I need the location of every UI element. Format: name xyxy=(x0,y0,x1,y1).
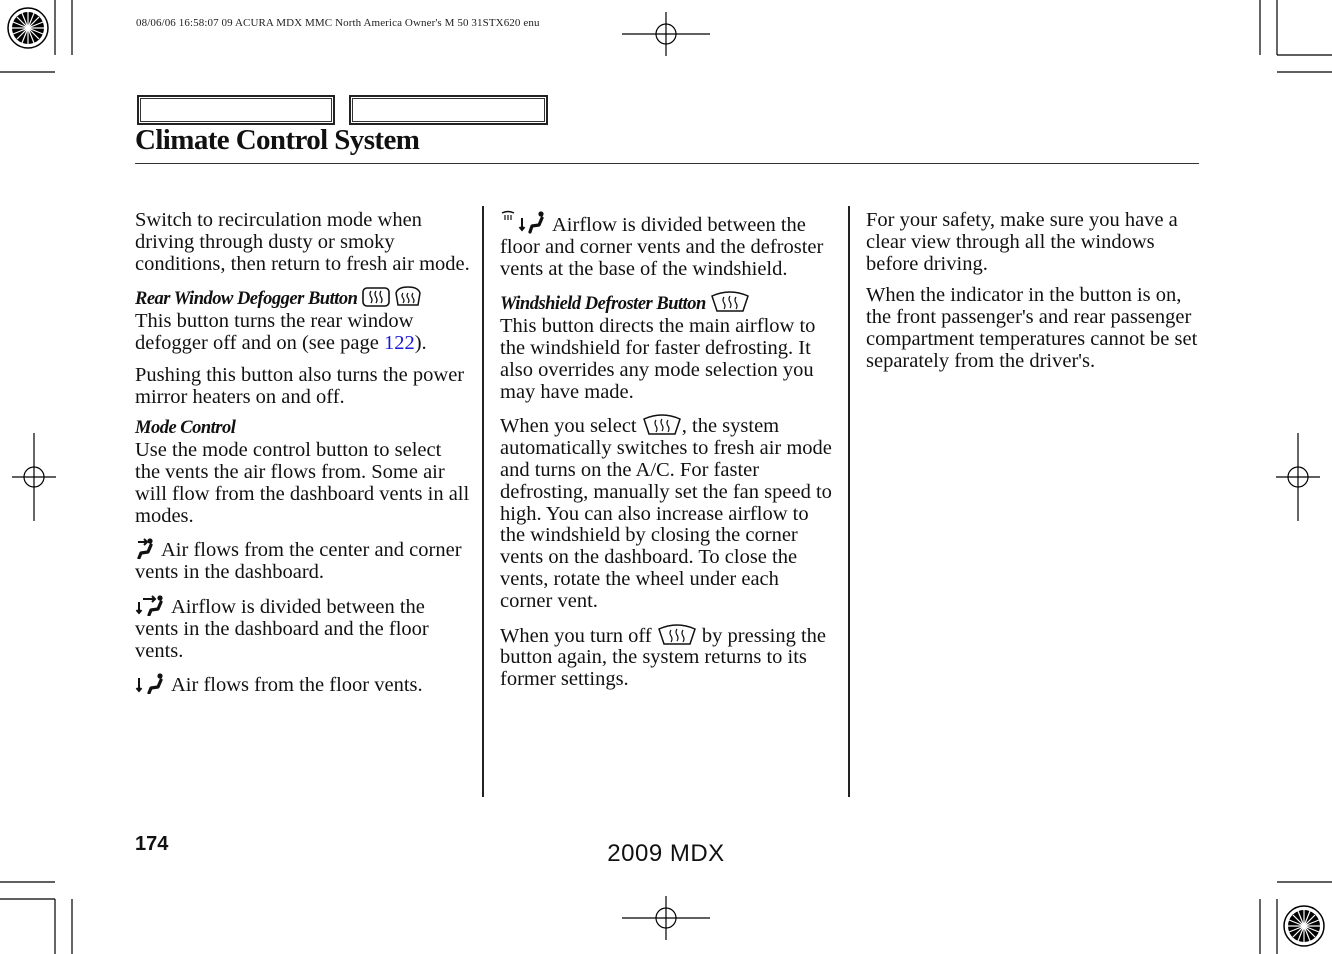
print-header: 08/06/06 16:58:07 09 ACURA MDX MMC North America Owner's M 50 31STX620 enu xyxy=(136,17,540,29)
section-tab-box-1 xyxy=(137,95,335,125)
heading-mode-control: Mode Control xyxy=(135,418,236,439)
paragraph-defroster-select: When you select , the system automatically switches to fresh air mode and turns on the A/C. For faster defrosting, manually set the fan speed to high. You can also increase airflow to the windshield by closing the corner vents on the dashboard. To close the vents, rotate the wheel under each corner vent. xyxy=(500,415,832,612)
paragraph-defroster-off: When you turn off by pressing the button again, the system returns to its former settings. xyxy=(500,624,827,691)
footer-model: 2009 MDX xyxy=(607,840,725,867)
heading-windshield-defroster: Windshield Defroster Button xyxy=(500,290,835,316)
paragraph-mode-control: Use the mode control button to select the vents the air flows from. Some air will flow from the dashboard vents in all modes. xyxy=(135,439,470,527)
floor-vent-mode-icon xyxy=(135,672,167,694)
crop-marks-bottom-left xyxy=(0,882,72,954)
page-link-122[interactable]: 122 xyxy=(383,331,415,354)
dash-vent-mode-icon xyxy=(135,537,157,559)
mirror-heater-icon xyxy=(394,285,422,307)
column-3 xyxy=(866,210,1201,383)
crosshair-right xyxy=(1276,433,1320,521)
paragraph-dash-vent-mode: Air flows from the center and corner vents in the dashboard. xyxy=(135,539,462,584)
windshield-defroster-icon xyxy=(642,413,682,435)
sunburst-mark-top-left xyxy=(8,8,48,48)
paragraph-indicator: When the indicator in the button is on, the front passenger's and rear passenger compartment temperatures cannot be set separately from the driver's. xyxy=(866,284,1198,372)
windshield-defroster-icon xyxy=(657,623,697,645)
column-divider-2 xyxy=(848,206,850,797)
crosshair-bottom xyxy=(622,896,710,940)
title-rule xyxy=(135,163,1199,164)
paragraph-floor-defrost-mode: Airflow is divided between the floor and corner vents and the defroster vents at the base of the windshield. xyxy=(500,210,835,280)
column-2 xyxy=(500,210,835,701)
page-title: Climate Control System xyxy=(135,124,420,156)
page-number: 174 xyxy=(135,833,169,855)
floor-defrost-mode-icon xyxy=(500,210,548,234)
paragraph-recirculation: Switch to recirculation mode when driving through dusty or smoky conditions, then return to fresh air mode. xyxy=(135,209,470,275)
windshield-defroster-icon xyxy=(710,290,750,312)
column-divider-1 xyxy=(482,206,484,797)
paragraph-safety: For your safety, make sure you have a clear view through all the windows before driving. xyxy=(866,209,1178,275)
crosshair-top xyxy=(622,12,710,56)
sunburst-mark-bottom-right xyxy=(1284,906,1324,946)
paragraph-mirror-heaters: Pushing this button also turns the power mirror heaters on and off. xyxy=(135,363,465,408)
crosshair-left xyxy=(12,433,56,521)
paragraph-rear-defogger: This button turns the rear window defogger off and on (see page 122). xyxy=(135,310,427,354)
bilevel-vent-mode-icon xyxy=(135,594,167,616)
rear-defogger-icon xyxy=(362,287,390,307)
heading-rear-window-defogger: Rear Window Defogger Button xyxy=(135,285,470,311)
paragraph-bilevel-vent-mode: Airflow is divided between the vents in the dashboard and the floor vents. xyxy=(135,595,429,662)
crop-marks-top-right xyxy=(1260,0,1332,72)
paragraph-windshield-defroster: This button directs the main airflow to the windshield for faster defrosting. It also overrides any mode selection you may have made. xyxy=(500,315,816,403)
paragraph-floor-vent-mode: Air flows from the floor vents. xyxy=(135,672,470,697)
column-1 xyxy=(135,210,470,707)
section-tab-box-2 xyxy=(349,95,548,125)
